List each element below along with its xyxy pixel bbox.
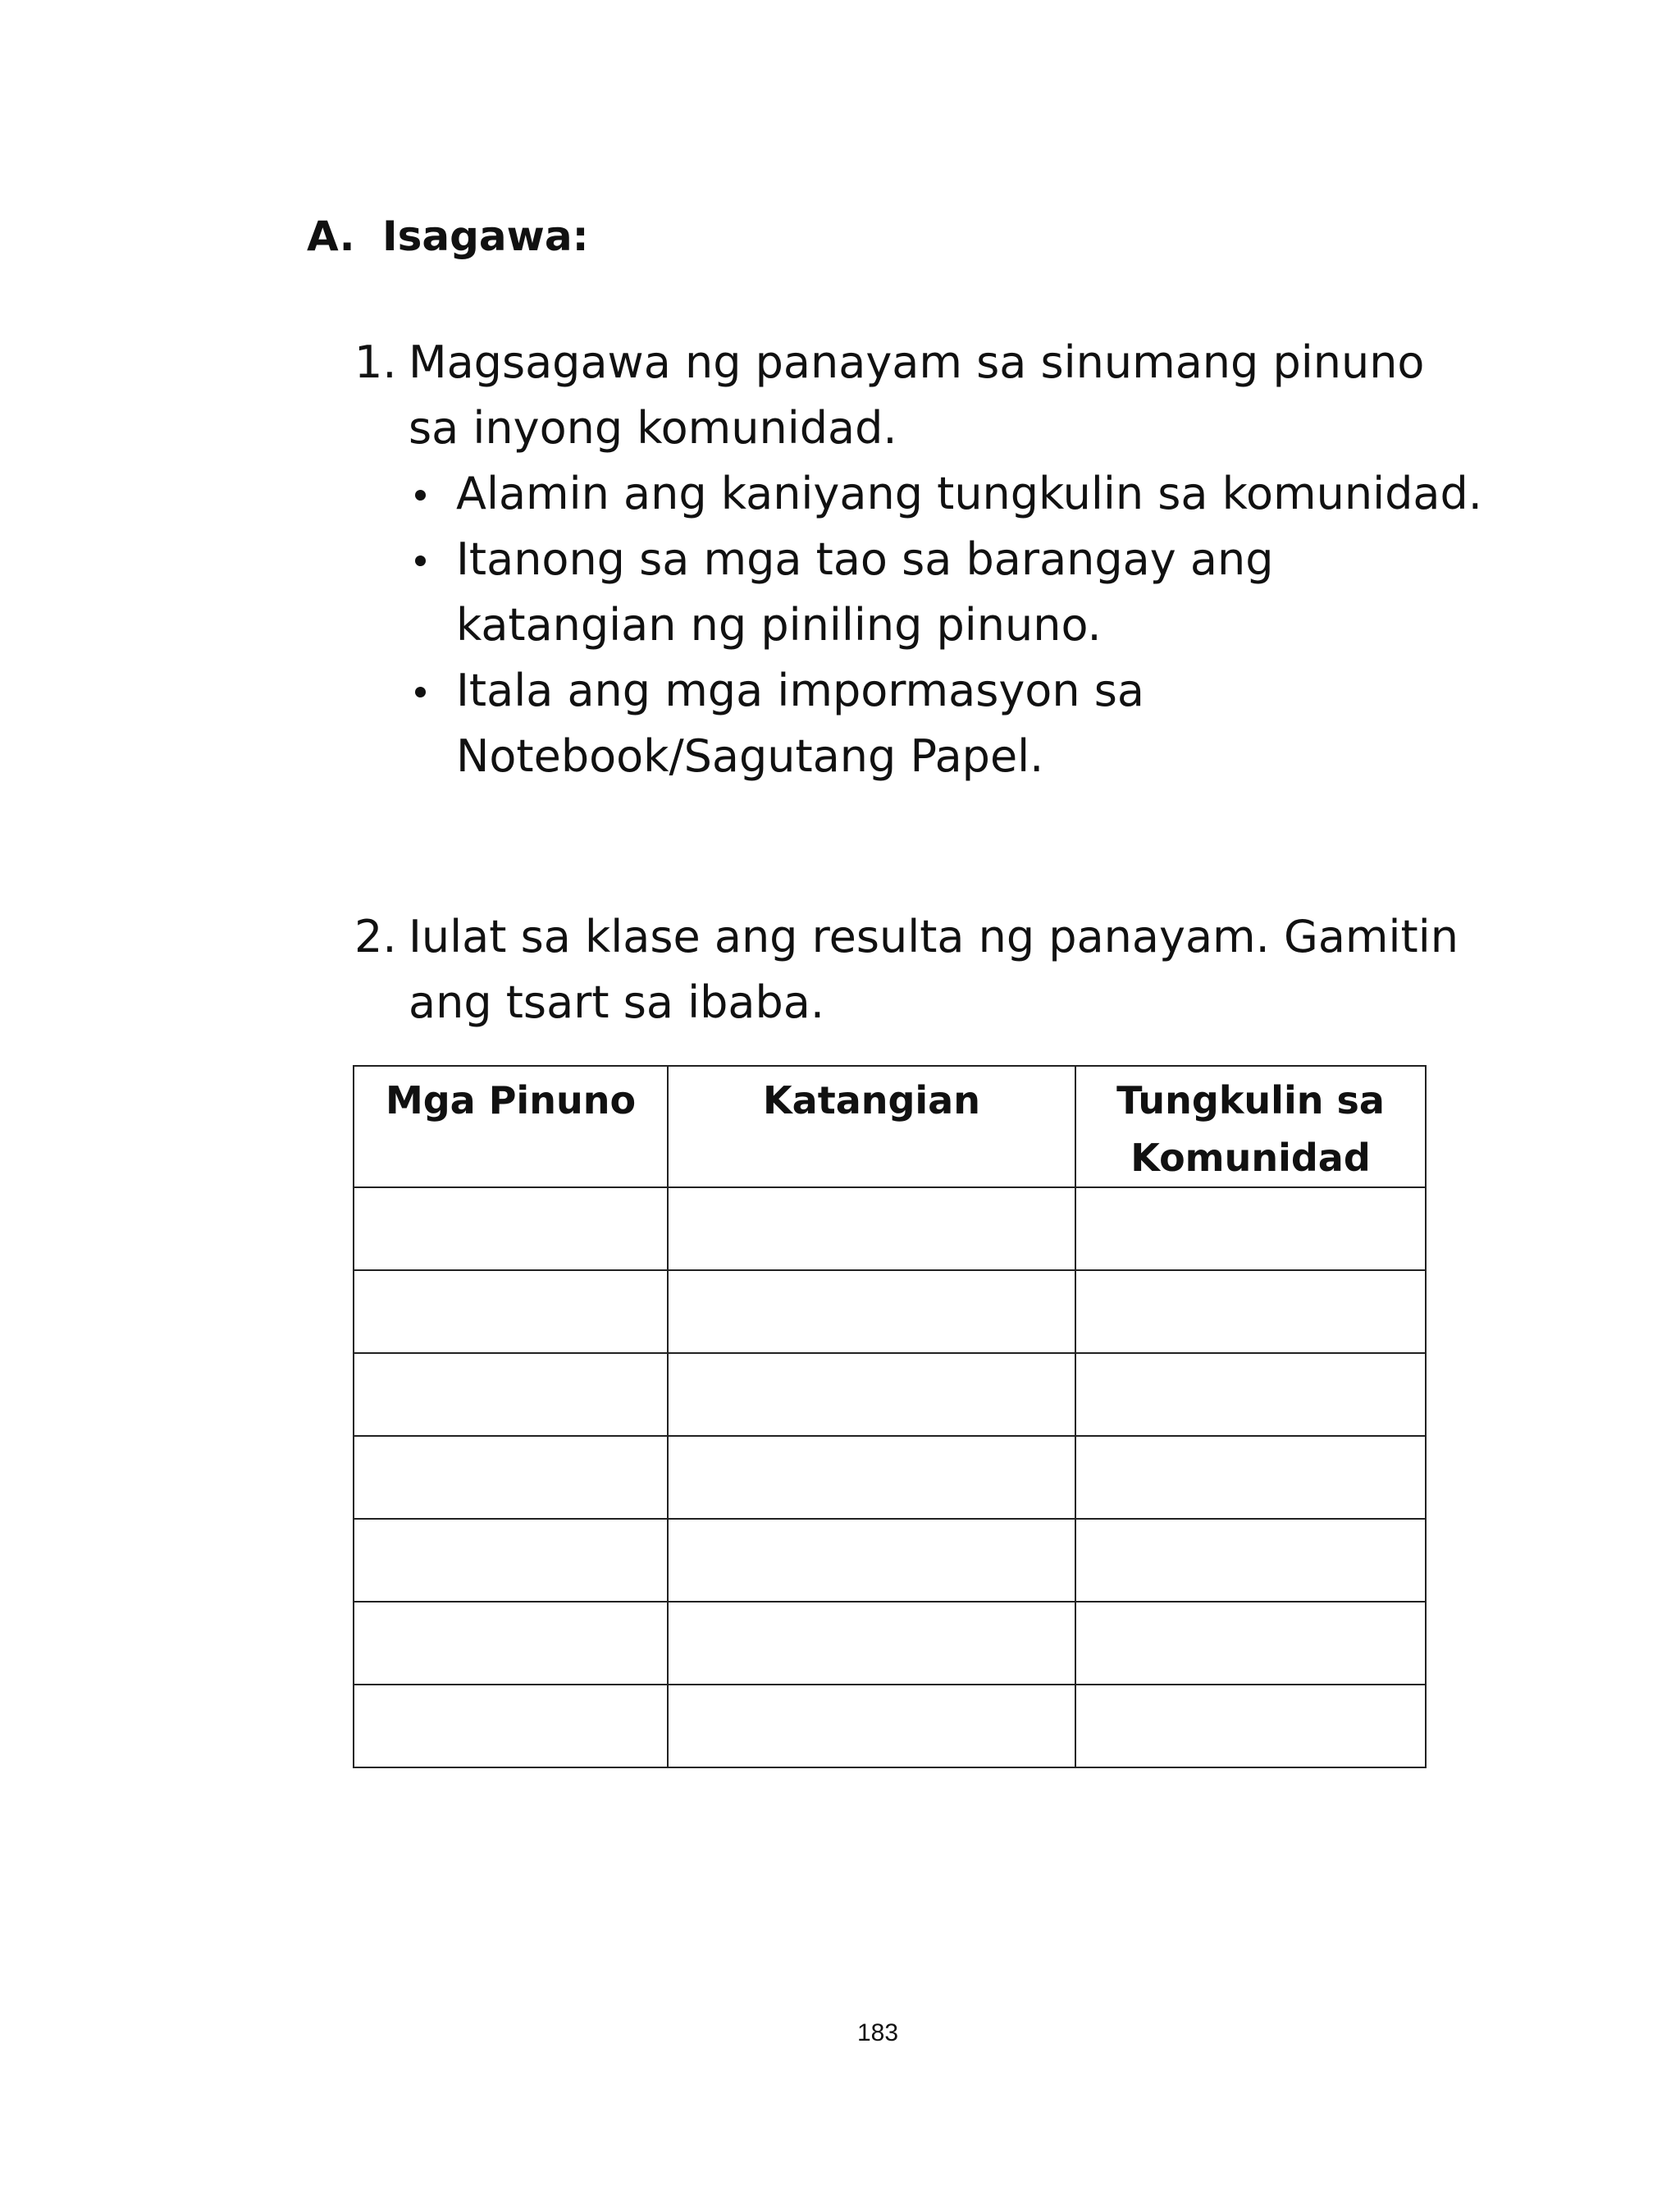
instruction-item-1: [354, 330, 1486, 789]
table-row: [354, 1685, 1426, 1767]
table-row: [354, 1187, 1426, 1270]
table-cell: [354, 1519, 668, 1602]
bullet-text: Itala ang mga impormasyon sa Notebook/Sagutang Papel.: [456, 665, 1144, 782]
table-cell: [354, 1436, 668, 1519]
table-cell: [668, 1602, 1075, 1685]
table-row: [354, 1270, 1426, 1353]
bullet-icon: [415, 687, 426, 697]
table-row: [354, 1353, 1426, 1436]
column-header-tungkulin: Tungkulin sa Komunidad: [1075, 1066, 1426, 1187]
table-row: [354, 1602, 1426, 1685]
table-header-row: [354, 1066, 1426, 1187]
bullet-text: Alamin ang kaniyang tungkulin sa komunidad.: [456, 468, 1482, 519]
table-cell: [668, 1519, 1075, 1602]
item-number: 1.: [354, 336, 397, 388]
table-cell: [1075, 1436, 1426, 1519]
table-cell: [1075, 1685, 1426, 1767]
table-cell: [354, 1270, 668, 1353]
bullet-item: [354, 658, 1486, 789]
table-cell: [668, 1270, 1075, 1353]
table-cell: [354, 1353, 668, 1436]
table-cell: [354, 1685, 668, 1767]
section-heading: [307, 212, 589, 261]
table-row: [354, 1519, 1426, 1602]
table-cell: [668, 1353, 1075, 1436]
table-cell: [668, 1187, 1075, 1270]
bullet-item: [354, 527, 1486, 658]
instruction-item-2: [354, 904, 1486, 1036]
item-text: Iulat sa klase ang resulta ng panayam. Gamitin ang tsart sa ibaba.: [409, 911, 1459, 1028]
report-chart-table: [353, 1065, 1427, 1768]
table-cell: [1075, 1187, 1426, 1270]
bullet-text: Itanong sa mga tao sa barangay ang katangian ng piniling pinuno.: [456, 533, 1274, 651]
bullet-icon: [415, 556, 426, 566]
page-number: 183: [856, 2019, 899, 2046]
item-number: 2.: [354, 911, 397, 962]
bullet-item: [354, 461, 1486, 527]
table-cell: [1075, 1519, 1426, 1602]
table-cell: [354, 1187, 668, 1270]
table-cell: [1075, 1270, 1426, 1353]
section-letter: A.: [307, 213, 355, 260]
table-cell: [1075, 1353, 1426, 1436]
table-row: [354, 1436, 1426, 1519]
column-header-katangian: Katangian: [668, 1066, 1075, 1187]
section-title: Isagawa:: [382, 213, 589, 260]
table-cell: [668, 1685, 1075, 1767]
column-header-pinuno: Mga Pinuno: [354, 1066, 668, 1187]
bullet-icon: [415, 490, 426, 501]
bullet-list: [354, 461, 1486, 789]
table-cell: [668, 1436, 1075, 1519]
table-cell: [354, 1602, 668, 1685]
item-text: Magsagawa ng panayam sa sinumang pinuno sa inyong komunidad.: [409, 336, 1425, 454]
table-cell: [1075, 1602, 1426, 1685]
